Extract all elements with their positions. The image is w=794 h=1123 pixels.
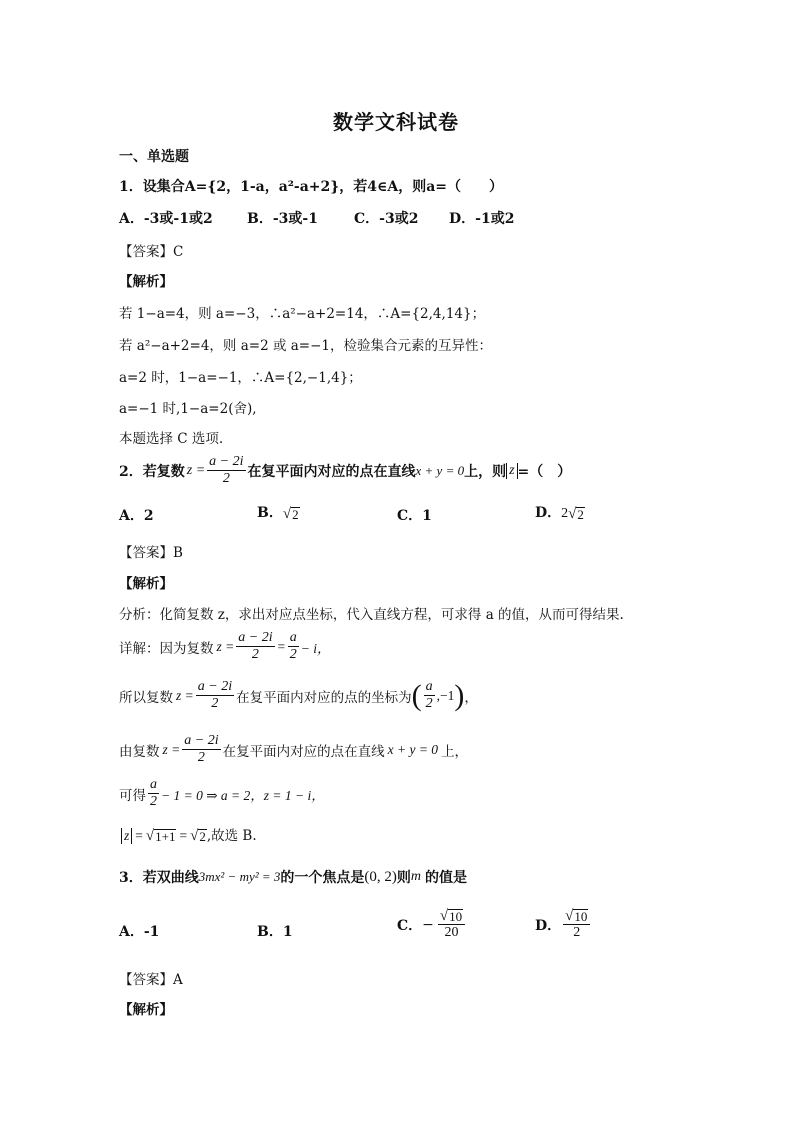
q2-l2-end: − i， xyxy=(300,640,331,656)
q3-point: (0, 2) xyxy=(364,868,397,885)
q2-l6-absz: z xyxy=(121,828,132,844)
q2-l4-end: 上， xyxy=(441,743,469,760)
q2-stem-pre: 2．若复数 xyxy=(119,463,185,480)
q3-stem-mid: 的一个焦点是 xyxy=(280,870,365,886)
q1-option-b: B．-3或-1 xyxy=(247,211,318,227)
q1-option-d: D．-1或2 xyxy=(449,211,515,227)
q2-l3-point-frac xyxy=(424,679,435,712)
q2-l3-pre: 所以复数 xyxy=(119,689,173,706)
q2-l2-z: z = xyxy=(216,638,235,654)
q1-analysis-line-4: a=−1 时,1−a=2(舍), xyxy=(119,401,257,417)
q2-l3-point-num: a xyxy=(425,679,433,694)
q2-l2-frac2-den: 2 xyxy=(289,647,297,662)
section-heading: 一、单选题 xyxy=(119,149,189,165)
q2-l5-frac-den: 2 xyxy=(150,794,157,809)
q2-l5-rest: − 1 = 0 ⇒ a = 2，z = 1 − i， xyxy=(161,787,325,803)
q3-stem-pre: 3．若双曲线 xyxy=(119,870,199,886)
q2-stem-mid2: 上，则 xyxy=(464,463,507,480)
q1-analysis-label: 【解析】 xyxy=(119,274,173,290)
q2-analysis-line-5 xyxy=(119,777,325,810)
q1-analysis-line-2: 若 a²−a+2=4，则 a=2 或 a=−1，检验集合元素的互异性： xyxy=(119,338,492,354)
q2-option-b-sqrt: √ 2 xyxy=(282,506,299,522)
q2-l6-sqrt1-arg: 1+1 xyxy=(155,829,176,844)
q1-option-c: C．-3或2 xyxy=(354,211,419,227)
q2-l2-mid: = xyxy=(276,638,286,654)
q3-eq: 3mx² − my² = 3 xyxy=(198,869,281,884)
q2-l6-eq2: = xyxy=(179,828,188,843)
q2-l3-point-rest: ,−1 xyxy=(436,687,455,703)
q2-l4-line: x + y = 0 xyxy=(387,741,439,757)
q3-option-d xyxy=(535,908,592,941)
q2-option-c: C．1 xyxy=(397,508,432,524)
q3-option-c-den: 20 xyxy=(444,925,459,940)
q2-frac-num: a − 2i xyxy=(209,454,244,469)
q2-option-a: A．2 xyxy=(119,508,154,524)
q3-analysis-label: 【解析】 xyxy=(119,1002,173,1018)
q2-stem-end: =（ ） xyxy=(517,463,572,480)
q3-option-c-frac: √ 10 20 xyxy=(438,908,465,941)
q2-option-b-label: B． xyxy=(257,505,283,521)
page-title: 数学文科试卷 xyxy=(333,110,459,134)
q2-analysis-line-2 xyxy=(119,630,330,663)
q2-l4-pre: 由复数 xyxy=(119,743,160,760)
q2-frac xyxy=(207,454,245,487)
q2-option-d-label: D． xyxy=(535,505,562,521)
q2-l2-frac1-num: a − 2i xyxy=(238,630,273,645)
q2-option-d-sqrt: √ 2 xyxy=(568,506,584,522)
q2-analysis-line-3: 所以复数 z = $\frac{a - 2i}{2}$ 在复平面内对应的点的坐标为 ( $\frac{a}{2}$ ,−1 ) ， xyxy=(119,678,478,712)
q3-option-c-sign: − xyxy=(422,916,434,933)
q3-option-a: A．-1 xyxy=(119,924,160,940)
q2-frac-den: 2 xyxy=(222,471,230,486)
q2-analysis-line-1: 分析：化简复数 z，求出对应点坐标，代入直线方程，可求得 a 的值，从而可得结果. xyxy=(119,607,624,623)
q1-stem: 1．设集合A={2，1-a，a²-a+2}，若4∈A，则a=（ ） xyxy=(119,179,504,195)
q3-answer: 【答案】A xyxy=(119,972,183,988)
q1-analysis-line-5: 本题选择 C 选项. xyxy=(119,431,224,447)
q2-l3-frac-num: a − 2i xyxy=(197,679,233,694)
q2-l3-mid: 在复平面内对应的点的坐标为 xyxy=(236,689,412,706)
q2-l3-point-den: 2 xyxy=(425,696,433,711)
q3-stem xyxy=(119,867,467,887)
q2-l5-pre: 可得 xyxy=(119,787,146,804)
q1-option-a: A．-3或-1或2 xyxy=(119,211,213,227)
q2-l3-frac xyxy=(196,679,234,712)
q2-line-eq: x + y = 0 xyxy=(415,462,465,478)
q2-option-b xyxy=(257,502,300,522)
q3-stem-end: 的值是 xyxy=(425,870,468,886)
q1-answer: 【答案】C xyxy=(119,244,184,260)
q2-analysis-line-4 xyxy=(119,733,468,766)
q2-l2-frac1-den: 2 xyxy=(251,647,259,662)
q2-l6-sqrt2: √ 2 xyxy=(190,828,206,844)
q2-option-d-sqrt-arg: 2 xyxy=(577,507,584,522)
q3-option-d-den: 2 xyxy=(573,925,581,940)
q2-l2-pre: 详解：因为复数 xyxy=(119,640,214,657)
q2-l3-z: z = xyxy=(176,687,194,703)
q2-l2-frac2 xyxy=(288,630,299,663)
q3-option-d-num: 10 xyxy=(574,909,588,924)
q3-var: m xyxy=(410,869,422,884)
q1-analysis-line-3: a=2 时，1−a=−1，∴A={2,−1,4}； xyxy=(119,370,362,386)
q3-stem-mid2: 则 xyxy=(396,870,411,886)
q3-option-b: B．1 xyxy=(257,924,293,940)
q2-l6-sqrt1: √ 1+1 xyxy=(145,828,176,844)
q2-answer: 【答案】B xyxy=(119,545,183,561)
q2-l3-frac-den: 2 xyxy=(211,696,219,711)
q2-z-eq: z = xyxy=(186,462,206,478)
q2-option-b-sqrt-arg: 2 xyxy=(292,507,299,522)
q2-stem xyxy=(119,454,571,487)
q1-analysis-line-1: 若 1−a=4，则 a=−3，∴a²−a+2=14，∴A={2,4,14}； xyxy=(119,306,486,322)
q2-option-d-coef: 2 xyxy=(561,506,569,521)
q2-analysis-label: 【解析】 xyxy=(119,576,173,592)
q2-stem-mid: 在复平面内对应的点在直线 xyxy=(247,463,416,480)
q3-option-c-label: C． xyxy=(397,917,423,934)
q2-option-d xyxy=(535,502,585,522)
q3-option-c xyxy=(397,908,467,941)
q2-l4-mid: 在复平面内对应的点在直线 xyxy=(222,743,385,760)
q2-l5-frac xyxy=(148,777,159,810)
q2-abs-z: z xyxy=(506,463,517,479)
q2-l6-end: ,故选 B. xyxy=(206,828,257,844)
q2-l3-end: ， xyxy=(464,689,478,706)
q2-l5-frac-num: a xyxy=(150,777,157,792)
q3-option-d-label: D． xyxy=(535,917,562,934)
q2-l6-eq: = xyxy=(135,828,143,843)
q2-analysis-line-6 xyxy=(121,824,257,844)
q2-l4-frac xyxy=(182,733,220,766)
q2-l2-frac1 xyxy=(236,630,274,663)
q3-option-c-num: 10 xyxy=(449,909,463,924)
q2-l6-sqrt2-arg: 2 xyxy=(199,829,206,844)
q2-l4-frac-num: a − 2i xyxy=(184,733,219,748)
q2-l4-frac-den: 2 xyxy=(197,750,205,765)
q2-l4-z: z = xyxy=(162,741,181,757)
q3-option-d-frac: √ 10 2 xyxy=(563,908,590,941)
q2-l2-frac2-num: a xyxy=(289,630,297,645)
